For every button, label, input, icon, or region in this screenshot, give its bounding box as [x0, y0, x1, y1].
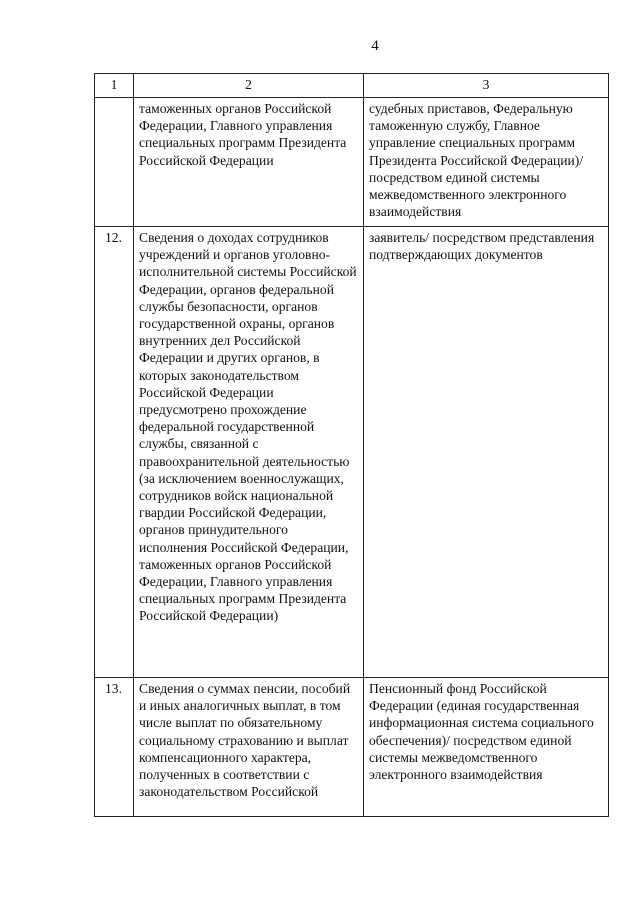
row-number — [95, 98, 134, 227]
column-header-2: 2 — [134, 74, 364, 98]
column-header-1: 1 — [95, 74, 134, 98]
table-row — [95, 98, 609, 227]
info-description-cell: таможенных органов Российской Федерации, Главного управления специальных программ Президента Российской Федерации — [134, 98, 364, 227]
row-number: 13. — [95, 678, 134, 817]
document-table — [94, 73, 609, 817]
table-header-row — [95, 74, 609, 98]
info-description-cell: Сведения о суммах пенсии, пособий и иных аналогичных выплат, в том числе выплат по обязательному социальному страхованию и выплат компенсационного характера, полученных в соответствии с законодательством Российской — [134, 678, 364, 817]
info-source-cell: Пенсионный фонд Российской Федерации (единая государственная информационная система социального обеспечения)/ посредством единой системы межведомственного электронного взаимодействия — [364, 678, 609, 817]
info-description-cell: Сведения о доходах сотрудников учреждений и органов уголовно-исполнительной системы Российской Федерации, органов федеральной службы безопасности, органов государственной охраны, органов внутренних дел Российской Федерации и других органов, в которых законодательством Российской Федерации предусмотрено прохождение федеральной государственной службы, связанной с правоохранительной деятельностью (за исключением военнослужащих, сотрудников войск национальной гвардии Российской Федерации, органов принудительного исполнения Российской Федерации, таможенных органов Российской Федерации, Главного управления специальных программ Президента Российской Федерации) — [134, 227, 364, 678]
column-header-3: 3 — [364, 74, 609, 98]
row-number: 12. — [95, 227, 134, 678]
table-row — [95, 678, 609, 817]
page-number: 4 — [371, 38, 379, 54]
info-source-cell: судебных приставов, Федеральную таможенную службу, Главное управление специальных программ Президента Российской Федерации)/ посредством единой системы межведомственного электронного взаимодействия — [364, 98, 609, 227]
table-row — [95, 227, 609, 678]
info-source-cell: заявитель/ посредством представления подтверждающих документов — [364, 227, 609, 678]
